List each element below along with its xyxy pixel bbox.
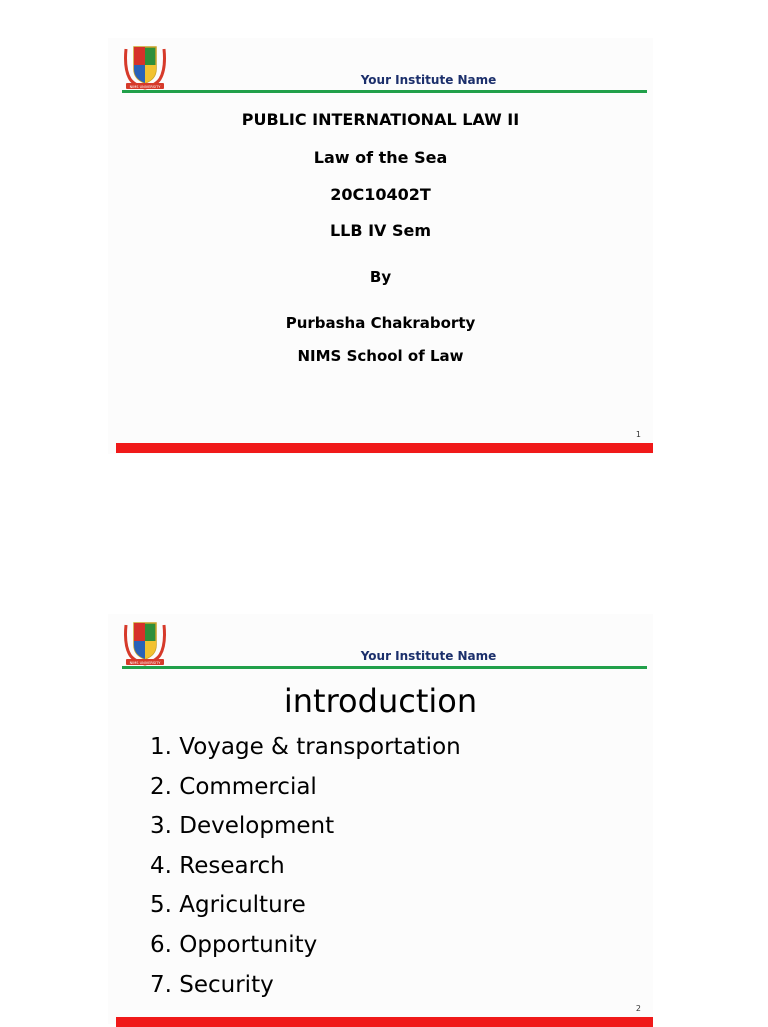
page-number: 1 (635, 430, 641, 439)
topic-title: Law of the Sea (313, 148, 448, 167)
list-item: 6. Opportunity (150, 931, 318, 958)
institute-name: Your Institute Name (360, 649, 497, 663)
footer-bar (116, 1017, 653, 1027)
slide-heading: introduction (283, 682, 478, 720)
course-title: PUBLIC INTERNATIONAL LAW II (241, 110, 520, 129)
intro-list (150, 728, 461, 1005)
semester: LLB IV Sem (329, 221, 432, 240)
list-item: 3. Development (150, 813, 335, 840)
svg-text:NIMS UNIVERSITY: NIMS UNIVERSITY (129, 85, 161, 89)
list-item: 5. Agriculture (150, 892, 306, 919)
page-number: 2 (635, 1004, 641, 1013)
svg-text:NIMS UNIVERSITY: NIMS UNIVERSITY (129, 661, 161, 665)
course-code: 20C10402T (330, 185, 431, 204)
author-name: Purbasha Chakraborty (285, 314, 476, 332)
header-divider (122, 90, 647, 93)
slide-2 (108, 614, 653, 1024)
institute-name: Your Institute Name (360, 73, 497, 87)
list-item: 2. Commercial (150, 773, 317, 800)
header-divider (122, 666, 647, 669)
list-item: 1. Voyage & transportation (150, 734, 461, 760)
list-item: 7. Security (150, 971, 274, 998)
list-item: 4. Research (150, 852, 285, 879)
by-label: By (369, 268, 392, 286)
school-name: NIMS School of Law (297, 347, 464, 365)
slide-1 (108, 38, 653, 454)
footer-bar (116, 443, 653, 453)
